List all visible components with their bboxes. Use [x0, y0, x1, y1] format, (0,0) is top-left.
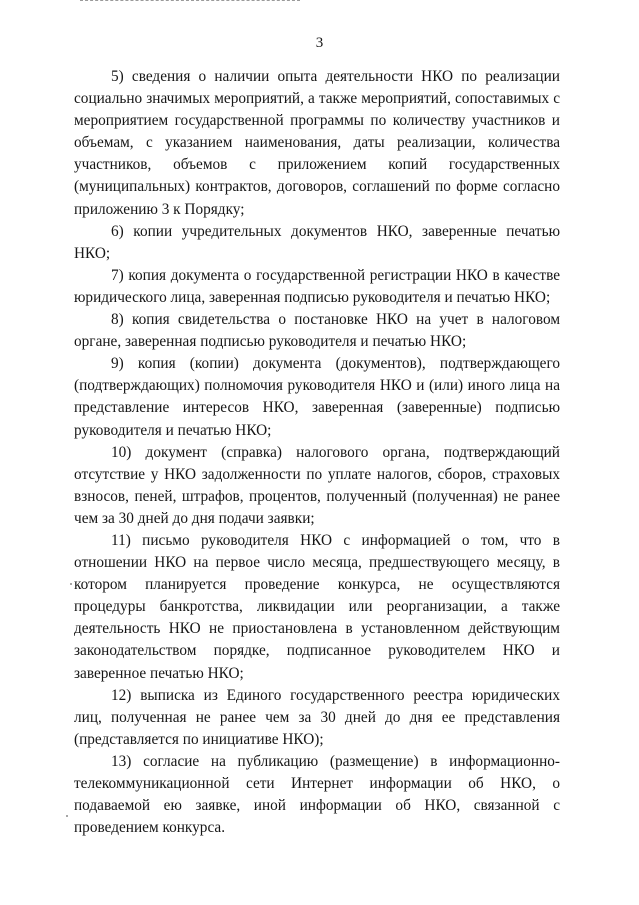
list-item-9: 9) копия (копии) документа (документов), подтверждающего (подтверждающих) полномочия руководителя НКО и (или) иного лица на представление интересов НКО, заверенная (заверенные) подписью руководителя и печатью НКО; — [74, 355, 560, 439]
list-item-10: 10) документ (справка) налогового органа, подтверждающий отсутствие у НКО задолженности по уплате налогов, сборов, страховых взносов, пеней, штрафов, процентов, полученный (полученная) не ранее чем за 30 дней до дня подачи заявки; — [74, 443, 560, 527]
page-number: 3 — [315, 35, 324, 51]
list-item-11: 11) письмо руководителя НКО с информацией о том, что в отношении НКО на первое число месяца, предшествующего месяцу, в котором планируется проведение конкурса, не осуществляются процедуры банкротства, ликвидации или реорганизации, а также деятельность НКО не приостановлена в установленном действующим законодательством порядке, подписанное руководителем НКО и заверенное печатью НКО; — [74, 531, 560, 682]
list-item-6: 6) копии учредительных документов НКО, заверенные печатью НКО; — [74, 222, 560, 262]
list-item-12: 12) выписка из Единого государственного реестра юридических лиц, полученная не ранее чем за 30 дней до дня ее представления (представляется по инициативе НКО); — [74, 686, 560, 748]
document-body — [74, 66, 560, 839]
scan-speck — [70, 583, 72, 585]
list-item-7: 7) копия документа о государственной регистрации НКО в качестве юридического лица, заверенная подписью руководителя и печатью НКО; — [74, 266, 560, 306]
list-item-13: 13) согласие на публикацию (размещение) в информационно-телекоммуникационной сети Интернет информации об НКО, о подаваемой ею заявке, иной информации об НКО, связанной с проведением конкурса. — [74, 752, 560, 837]
scan-speck — [66, 815, 68, 817]
scan-edge-line — [80, 0, 300, 1]
list-item-8: 8) копия свидетельства о постановке НКО на учет в налоговом органе, заверенная подписью руководителя и печатью НКО; — [74, 311, 560, 351]
list-item-5: 5) сведения о наличии опыта деятельности НКО по реализации социально значимых мероприятий, а также мероприятий, сопоставимых с мероприятием государственной программы по количеству участников и объемам, с указанием наименования, даты реализации, количества участников, объемов с приложением копий государственных (муниципальных) контрактов, договоров, соглашений по форме согласно приложению 3 к Порядку; — [74, 68, 560, 218]
